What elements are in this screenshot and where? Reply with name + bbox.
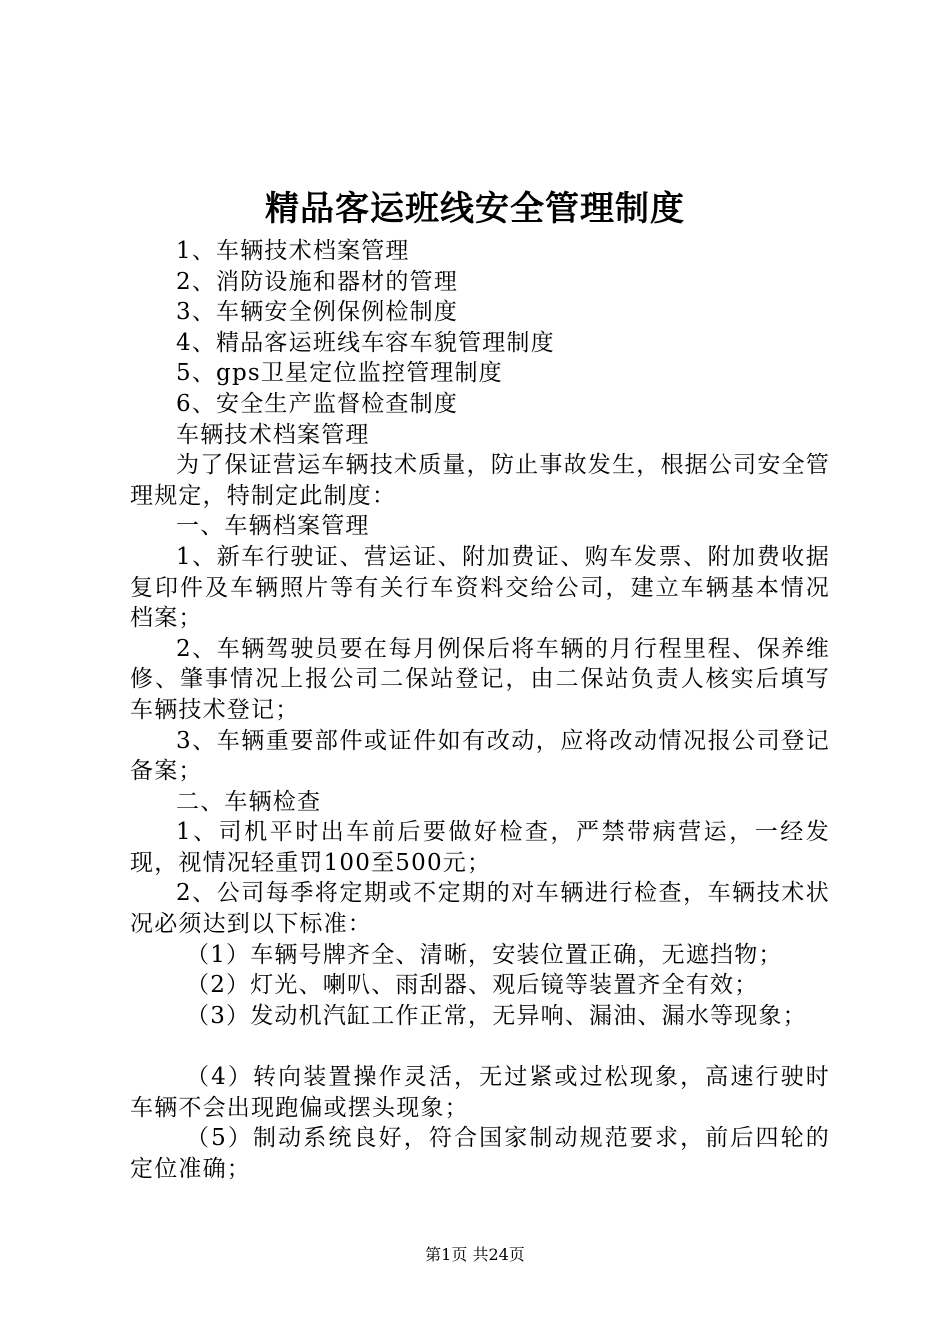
document-body [130,236,830,1184]
paragraph: 3、车辆重要部件或证件如有改动，应将改动情况报公司登记备案； [130,727,830,785]
standard-item: （3）发动机汽缸工作正常，无异响、漏油、漏水等现象； [186,1002,807,1029]
blank-line [130,1031,830,1062]
paragraph: 2、公司每季将定期或不定期的对车辆进行检查，车辆技术状况必须达到以下标准： [130,880,830,938]
subsection-heading-2: 二、车辆检查 [176,788,322,815]
subsection-heading-1: 一、车辆档案管理 [176,513,370,540]
paragraph: 1、司机平时出车前后要做好检查，严禁带病营运，一经发现，视情况轻重罚100至500元； [130,819,830,876]
toc-item-4: 4、精品客运班线车容车貌管理制度 [176,329,555,356]
document-title: 精品客运班线安全管理制度 [265,189,685,229]
section-heading: 车辆技术档案管理 [176,421,370,448]
toc-item-1: 1、车辆技术档案管理 [176,238,410,264]
toc-item-5: 5、gps卫星定位监控管理制度 [176,360,503,387]
standard-item: （1）车辆号牌齐全、清晰，安装位置正确，无遮挡物； [186,941,783,968]
paragraph: 2、车辆驾驶员要在每月例保后将车辆的月行程里程、保养维修、肇事情况上报公司二保站登记，由二保站负责人核实后填写车辆技术登记； [130,635,830,723]
toc-item-2: 2、消防设施和器材的管理 [176,268,459,295]
paragraph: 1、新车行驶证、营运证、附加费证、购车发票、附加费收据复印件及车辆照片等有关行车资料交给公司，建立车辆基本情况档案； [130,543,830,632]
page-footer: 第1页 共24页 [425,1245,525,1264]
standard-item: （4）转向装置操作灵活，无过紧或过松现象，高速行驶时车辆不会出现跑偏或摆头现象； [130,1064,830,1121]
toc-item-6: 6、安全生产监督检查制度 [176,390,459,417]
intro-paragraph: 为了保证营运车辆技术质量，防止事故发生，根据公司安全管理规定，特制定此制度： [130,452,830,509]
standard-item: （5）制动系统良好，符合国家制动规范要求，前后四轮的定位准确； [130,1125,830,1182]
toc-item-3: 3、车辆安全例保例检制度 [176,299,459,326]
standard-item: （2）灯光、喇叭、雨刮器、观后镜等装置齐全有效； [186,972,759,999]
